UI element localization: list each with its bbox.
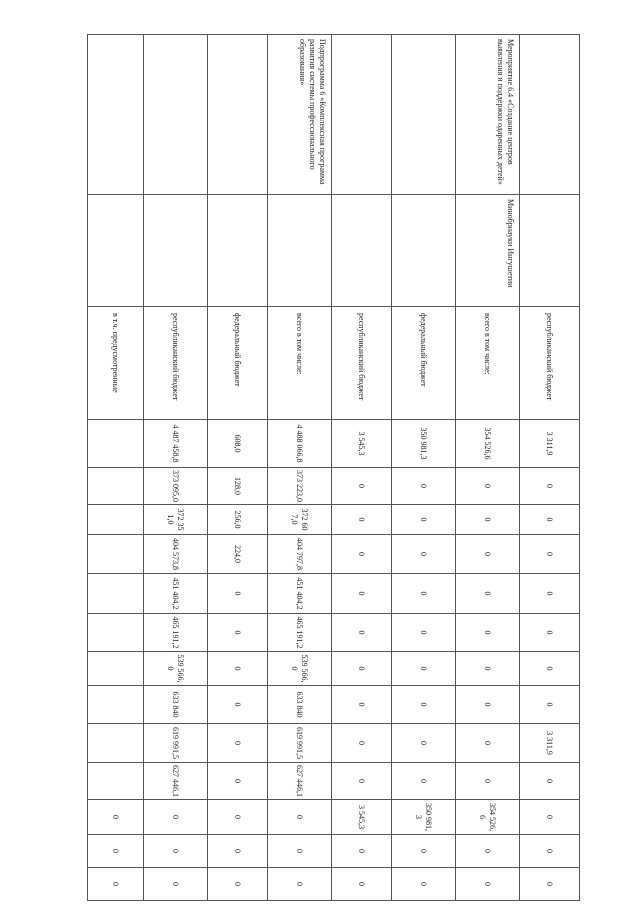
value-cell xyxy=(392,686,456,724)
value-cell xyxy=(88,686,144,724)
value-text: 0 xyxy=(419,630,429,635)
row-name-cell: Подпрограмма 6 «Комплексная программа развития системы профессионального образования» xyxy=(268,35,332,195)
value-text: 354 526,6 xyxy=(478,803,498,831)
value-text: 0 xyxy=(111,849,121,853)
value-text: 539 566,0 xyxy=(166,654,186,683)
value-cell xyxy=(332,535,392,574)
value-cell xyxy=(456,574,520,614)
value-cell xyxy=(520,505,580,535)
value-cell xyxy=(392,800,456,835)
value-cell xyxy=(208,763,268,800)
value-cell xyxy=(520,868,580,901)
value-text: 0 xyxy=(233,702,243,707)
row-executor-cell: Минобрнауки Ингушетии xyxy=(456,195,520,307)
value-cell xyxy=(88,535,144,574)
value-cell xyxy=(520,800,580,835)
row-source-cell: республиканский бюджет xyxy=(520,307,580,420)
row-executor-cell xyxy=(144,195,208,307)
value-cell xyxy=(332,614,392,652)
table-row xyxy=(520,35,580,901)
value-cell xyxy=(392,505,456,535)
value-text: 0 xyxy=(545,484,555,488)
value-cell xyxy=(208,614,268,652)
value-text: 350 981,3 xyxy=(419,427,429,460)
row-executor-cell xyxy=(268,195,332,307)
value-cell xyxy=(332,835,392,868)
value-cell xyxy=(520,420,580,468)
value-cell xyxy=(144,800,208,835)
value-text: 0 xyxy=(545,882,555,886)
value-text: 350 981,3 xyxy=(414,803,434,831)
value-text: 224,0 xyxy=(233,545,243,563)
value-text: 627 446,1 xyxy=(295,765,305,797)
value-cell xyxy=(268,686,332,724)
value-text: 256,0 xyxy=(233,510,243,529)
row-source-cell: федеральный бюджет xyxy=(208,307,268,420)
value-cell xyxy=(144,686,208,724)
value-cell xyxy=(332,505,392,535)
row-source-cell: федеральный бюджет xyxy=(392,307,456,420)
value-cell xyxy=(268,652,332,686)
row-source-cell: в т.ч. предусмотренные xyxy=(88,307,144,420)
value-cell xyxy=(456,868,520,901)
value-text: 0 xyxy=(483,779,493,783)
value-cell xyxy=(208,652,268,686)
value-cell xyxy=(88,614,144,652)
value-cell xyxy=(144,420,208,468)
value-text: 0 xyxy=(483,552,493,556)
value-text: 0 xyxy=(295,815,305,819)
value-text: 633 840 xyxy=(171,691,181,718)
value-text: 0 xyxy=(171,815,181,819)
value-cell xyxy=(520,835,580,868)
value-text: 128,0 xyxy=(233,477,243,495)
value-text: 0 xyxy=(233,882,243,886)
value-cell xyxy=(456,724,520,763)
value-text: 0 xyxy=(357,517,367,522)
value-cell xyxy=(144,574,208,614)
value-cell xyxy=(520,574,580,614)
value-text: 0 xyxy=(483,882,493,886)
table-row xyxy=(144,35,208,901)
value-cell xyxy=(268,505,332,535)
value-text: 404 797,8 xyxy=(295,538,305,570)
row-executor-cell xyxy=(332,195,392,307)
row-name-cell xyxy=(144,35,208,195)
value-cell xyxy=(268,868,332,901)
value-text: 0 xyxy=(545,779,555,783)
value-cell xyxy=(332,574,392,614)
table-row xyxy=(88,35,144,901)
value-text: 619 991,5 xyxy=(295,727,305,759)
value-text: 0 xyxy=(419,666,429,671)
value-cell xyxy=(392,652,456,686)
value-cell xyxy=(144,505,208,535)
value-text: 3 311,9 xyxy=(545,731,555,755)
value-text: 0 xyxy=(419,882,429,886)
row-executor-cell xyxy=(208,195,268,307)
value-cell xyxy=(520,468,580,505)
value-cell xyxy=(88,763,144,800)
value-cell xyxy=(208,868,268,901)
value-text: 451 404,2 xyxy=(295,577,305,610)
value-text: 0 xyxy=(171,849,181,853)
value-text: 0 xyxy=(357,702,367,707)
value-cell xyxy=(332,763,392,800)
value-cell xyxy=(88,468,144,505)
value-text: 0 xyxy=(545,702,555,707)
value-cell xyxy=(88,800,144,835)
value-text: 0 xyxy=(171,882,181,886)
value-cell xyxy=(456,652,520,686)
value-text: 0 xyxy=(545,591,555,596)
value-text: 0 xyxy=(233,741,243,745)
value-text: 0 xyxy=(419,741,429,745)
value-text: 0 xyxy=(419,591,429,596)
value-text: 627 446,1 xyxy=(171,765,181,797)
value-text: 0 xyxy=(233,666,243,671)
value-text: 0 xyxy=(357,484,367,488)
value-cell xyxy=(332,468,392,505)
row-name-cell xyxy=(332,35,392,195)
value-text: 0 xyxy=(419,552,429,556)
value-cell xyxy=(456,800,520,835)
value-cell xyxy=(88,724,144,763)
value-cell xyxy=(332,686,392,724)
value-cell xyxy=(392,535,456,574)
value-text: 0 xyxy=(545,552,555,556)
value-cell xyxy=(144,724,208,763)
rotated-table-wrapper xyxy=(88,34,580,900)
value-cell xyxy=(88,835,144,868)
value-cell xyxy=(520,614,580,652)
row-source-cell: республиканский бюджет xyxy=(144,307,208,420)
value-cell xyxy=(208,535,268,574)
budget-table xyxy=(87,34,580,901)
value-cell xyxy=(392,574,456,614)
value-cell xyxy=(332,724,392,763)
value-cell xyxy=(208,800,268,835)
value-text: 451 404,2 xyxy=(171,577,181,610)
value-cell xyxy=(88,868,144,901)
value-text: 608,0 xyxy=(233,434,243,453)
value-cell xyxy=(268,763,332,800)
value-text: 354 526,6 xyxy=(483,427,493,460)
table-row xyxy=(392,35,456,901)
value-cell xyxy=(520,535,580,574)
value-text: 0 xyxy=(295,882,305,886)
value-text: 0 xyxy=(483,702,493,707)
value-cell xyxy=(268,800,332,835)
value-cell xyxy=(268,420,332,468)
value-cell xyxy=(456,614,520,652)
value-text: 373 223,0 xyxy=(295,470,305,502)
value-cell xyxy=(332,800,392,835)
value-text: 3 545,3 xyxy=(357,431,367,456)
row-name-cell xyxy=(520,35,580,195)
value-text: 0 xyxy=(483,666,493,671)
value-cell xyxy=(520,724,580,763)
value-text: 0 xyxy=(295,849,305,853)
value-cell xyxy=(144,763,208,800)
value-cell xyxy=(520,763,580,800)
table-row xyxy=(456,35,520,901)
table-row xyxy=(208,35,268,901)
value-cell xyxy=(144,652,208,686)
value-text: 0 xyxy=(233,815,243,819)
value-text: 0 xyxy=(357,630,367,635)
value-text: 0 xyxy=(111,815,121,819)
value-cell xyxy=(332,868,392,901)
value-cell xyxy=(208,505,268,535)
value-cell xyxy=(144,535,208,574)
value-cell xyxy=(208,835,268,868)
value-text: 0 xyxy=(419,517,429,522)
value-cell xyxy=(88,652,144,686)
value-text: 0 xyxy=(545,517,555,522)
value-text: 0 xyxy=(545,630,555,635)
value-cell xyxy=(268,468,332,505)
value-text: 0 xyxy=(419,484,429,488)
table-row xyxy=(332,35,392,901)
row-executor-cell xyxy=(520,195,580,307)
value-cell xyxy=(268,835,332,868)
value-text: 0 xyxy=(111,882,121,886)
row-source-cell: всего в том числе: xyxy=(456,307,520,420)
value-cell xyxy=(208,420,268,468)
row-name-cell xyxy=(88,35,144,195)
value-cell xyxy=(520,652,580,686)
value-text: 633 840 xyxy=(295,691,305,718)
value-cell xyxy=(88,574,144,614)
value-cell xyxy=(456,835,520,868)
value-cell xyxy=(268,614,332,652)
value-text: 0 xyxy=(545,815,555,819)
value-text: 0 xyxy=(357,849,367,853)
value-cell xyxy=(456,505,520,535)
value-cell xyxy=(392,614,456,652)
value-text: 0 xyxy=(545,849,555,853)
value-cell xyxy=(208,724,268,763)
value-cell xyxy=(520,686,580,724)
value-cell xyxy=(392,420,456,468)
value-cell xyxy=(144,835,208,868)
value-cell xyxy=(392,868,456,901)
value-cell xyxy=(208,574,268,614)
row-name-cell xyxy=(392,35,456,195)
value-text: 372 607,0 xyxy=(290,508,310,531)
value-text: 0 xyxy=(483,517,493,522)
value-text: 0 xyxy=(233,591,243,596)
value-cell xyxy=(88,505,144,535)
value-cell xyxy=(392,468,456,505)
value-text: 0 xyxy=(233,779,243,783)
value-text: 465 191,2 xyxy=(171,616,181,649)
value-text: 0 xyxy=(483,630,493,635)
row-name-cell: Мероприятие 6.4 «Создание центров выявления и поддержки одаренных детей» xyxy=(456,35,520,195)
value-text: 4 488 066,8 xyxy=(295,424,305,463)
value-text: 0 xyxy=(233,630,243,635)
row-source-cell: республиканский бюджет xyxy=(332,307,392,420)
value-cell xyxy=(332,420,392,468)
value-text: 0 xyxy=(419,849,429,853)
value-cell xyxy=(332,652,392,686)
value-cell xyxy=(144,868,208,901)
value-text: 0 xyxy=(483,849,493,853)
value-text: 539 566,0 xyxy=(290,654,310,683)
value-text: 0 xyxy=(357,741,367,745)
value-text: 619 991,5 xyxy=(171,727,181,759)
value-text: 3 311,9 xyxy=(545,431,555,456)
value-text: 0 xyxy=(357,779,367,783)
value-cell xyxy=(208,686,268,724)
value-cell xyxy=(268,535,332,574)
value-text: 0 xyxy=(545,666,555,671)
value-text: 372 351,0 xyxy=(166,508,186,531)
value-cell xyxy=(456,763,520,800)
value-text: 0 xyxy=(419,702,429,707)
value-text: 0 xyxy=(419,779,429,783)
value-text: 3 545,3 xyxy=(357,805,367,829)
value-text: 0 xyxy=(483,591,493,596)
value-text: 0 xyxy=(357,552,367,556)
value-text: 0 xyxy=(357,666,367,671)
value-text: 0 xyxy=(357,591,367,596)
value-text: 373 095,0 xyxy=(171,470,181,502)
value-cell xyxy=(268,724,332,763)
value-text: 0 xyxy=(357,882,367,886)
row-source-cell: всего в том числе: xyxy=(268,307,332,420)
value-cell xyxy=(88,420,144,468)
value-text: 0 xyxy=(483,741,493,745)
value-cell xyxy=(456,468,520,505)
row-name-cell xyxy=(208,35,268,195)
value-cell xyxy=(268,574,332,614)
value-cell xyxy=(456,686,520,724)
value-text: 0 xyxy=(233,849,243,853)
value-cell xyxy=(392,763,456,800)
value-cell xyxy=(144,468,208,505)
value-cell xyxy=(392,724,456,763)
value-text: 465 191,2 xyxy=(295,616,305,649)
table-row xyxy=(268,35,332,901)
value-text: 0 xyxy=(483,484,493,488)
value-text: 404 573,8 xyxy=(171,538,181,570)
value-cell xyxy=(144,614,208,652)
row-executor-cell xyxy=(392,195,456,307)
value-cell xyxy=(392,835,456,868)
value-cell xyxy=(456,535,520,574)
value-cell xyxy=(208,468,268,505)
value-cell xyxy=(456,420,520,468)
value-text: 4 487 458,8 xyxy=(171,424,181,463)
row-executor-cell xyxy=(88,195,144,307)
